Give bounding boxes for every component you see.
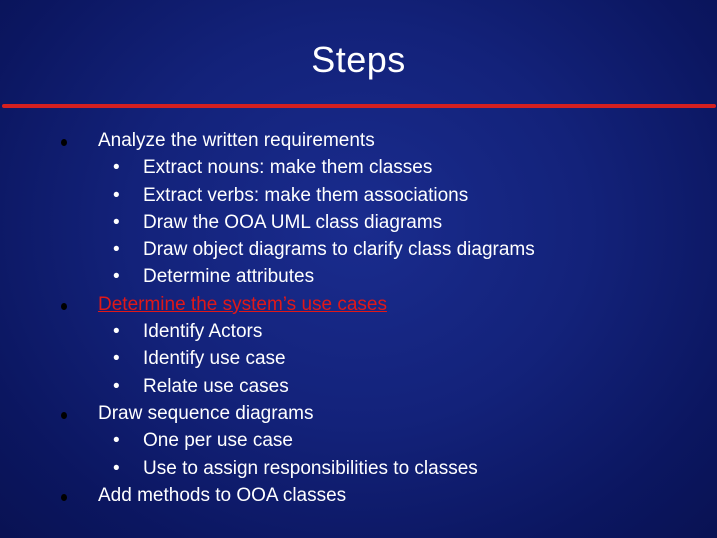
bullet-dot-icon (61, 412, 67, 419)
sub-list-item (0, 209, 717, 236)
sub-bullet-icon: • (113, 457, 120, 479)
sub-list-item (0, 236, 717, 263)
use-cases-link[interactable]: Determine the system’s use cases (98, 293, 387, 315)
sub-bullet-icon: • (113, 430, 120, 452)
sub-bullet-icon: • (113, 348, 120, 370)
sub-list-item-text: Extract nouns: make them classes (143, 157, 433, 179)
list-item (0, 400, 717, 427)
list-item-text: Draw sequence diagrams (98, 402, 314, 424)
sub-list-item-text: Identify Actors (143, 321, 263, 343)
sub-list-item (0, 182, 717, 209)
sub-bullet-icon: • (113, 211, 120, 233)
sub-list-item-text: Determine attributes (143, 266, 315, 288)
sub-bullet-icon: • (113, 375, 120, 397)
sub-list-item (0, 345, 717, 372)
list-item (0, 482, 717, 509)
list-item (0, 291, 717, 318)
sub-list-item-text: Relate use cases (143, 375, 289, 397)
list-item (0, 127, 717, 154)
sub-bullet-icon: • (113, 266, 120, 288)
bullet-dot-icon (61, 139, 67, 146)
sub-bullet-icon: • (113, 157, 120, 179)
bullet-dot-icon (61, 494, 67, 501)
sub-bullet-icon: • (113, 184, 120, 206)
title-divider (2, 104, 716, 108)
sub-list-item (0, 318, 717, 345)
list-item-text: Analyze the written requirements (98, 130, 375, 151)
slide-title: Steps (311, 39, 406, 80)
list-item-text: Add methods to OOA classes (98, 484, 347, 506)
sub-list-item (0, 427, 717, 454)
sub-list-item (0, 373, 717, 400)
sub-bullet-icon: • (113, 239, 120, 261)
sub-list-item (0, 154, 717, 181)
sub-bullet-icon: • (113, 321, 120, 343)
sub-list-item-text: Identify use case (143, 348, 286, 370)
sub-list-item-text: Draw object diagrams to clarify class diagrams (143, 239, 535, 261)
sub-list-item-text: Use to assign responsibilities to classes (143, 457, 478, 479)
bullet-list (0, 127, 717, 509)
sub-list-item (0, 455, 717, 482)
sub-list-item-text: Extract verbs: make them associations (143, 184, 469, 206)
sub-list-item (0, 263, 717, 290)
sub-list-item-text: One per use case (143, 430, 293, 452)
sub-list-item-text: Draw the OOA UML class diagrams (143, 211, 443, 233)
bullet-dot-icon (61, 303, 67, 310)
